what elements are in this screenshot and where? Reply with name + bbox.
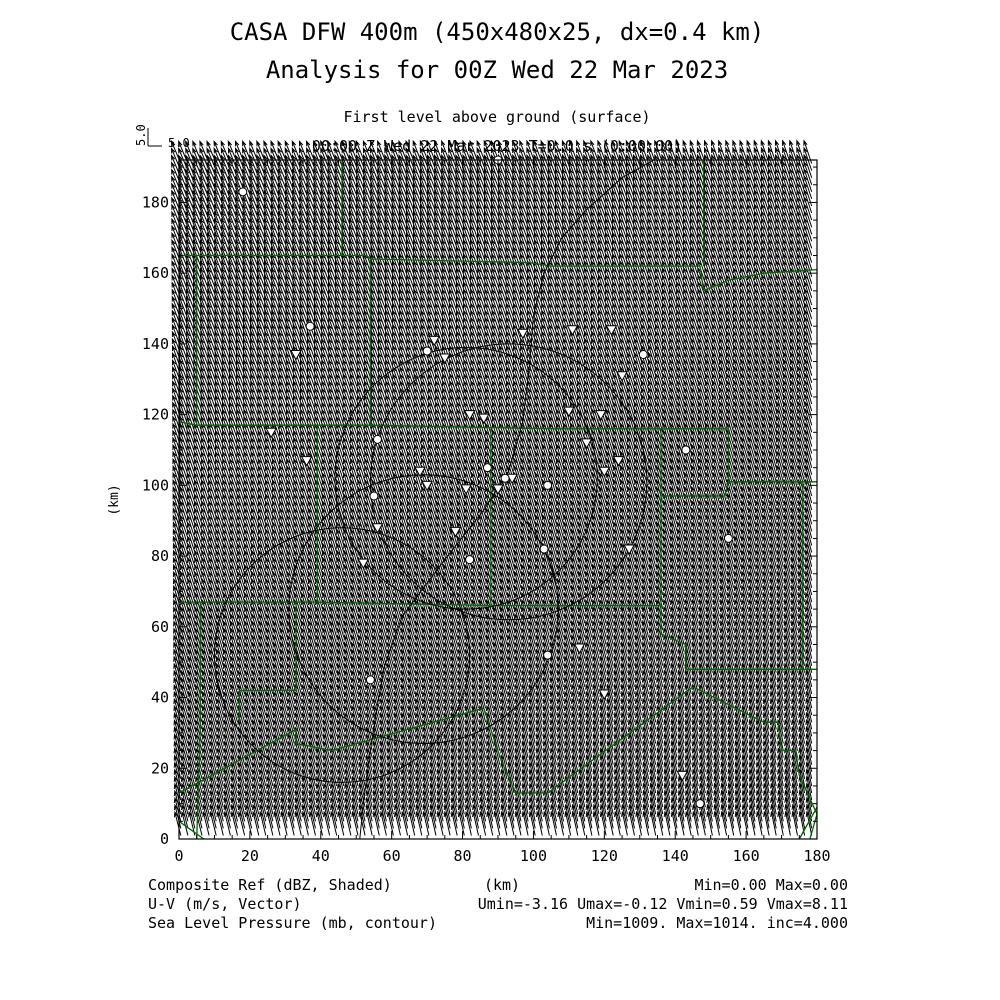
footer-right-line2: Umin=-3.16 Umax=-0.12 Vmin=0.59 Vmax=8.11 [477,895,848,913]
footer-left-line1: Composite Ref (dBZ, Shaded) [148,876,392,894]
station-circle [501,474,509,482]
y-tick-label: 160 [141,264,169,283]
station-circle [366,676,374,684]
x-axis-label: (km) [483,876,521,894]
y-tick-label: 100 [141,476,169,495]
y-tick-label: 20 [150,759,169,778]
x-tick-label: 40 [311,847,330,865]
title-line1: CASA DFW 400m (450x480x25, dx=0.4 km) [229,18,765,46]
footer-right-line3: Min=1009. Max=1014. inc=4.000 [586,914,848,932]
station-circle [639,351,647,359]
subtitle-level: First level above ground (surface) [343,108,651,126]
y-tick-label: 60 [150,617,169,636]
x-tick-label: 80 [453,847,472,865]
station-triangle [429,336,439,345]
y-tick-label: 80 [150,547,169,566]
station-circle [370,492,378,500]
station-circle [239,188,247,196]
y-tick-label: 40 [150,688,169,707]
station-triangle [266,428,276,437]
station-circle [466,556,474,564]
footer-left-line3: Sea Level Pressure (mb, contour) [148,914,437,932]
y-axis-label: (km) [107,484,122,516]
station-circle [544,651,552,659]
x-tick-label: 20 [240,847,259,865]
y-tick-label: 180 [141,193,169,212]
y-tick-label: 0 [159,830,169,848]
x-tick-label: 0 [174,847,184,865]
station-circle [483,464,491,472]
county-line [179,821,204,839]
title-line2: Analysis for 00Z Wed 22 Mar 2023 [265,56,729,84]
x-tick-label: 160 [732,847,760,865]
station-circle [306,322,314,330]
station-circle [373,435,381,443]
x-tick-label: 100 [519,847,547,865]
station-circle [540,545,548,553]
y-tick-label: 140 [141,334,169,353]
x-tick-label: 140 [661,847,689,865]
vector-scale-label: 5.0 [168,136,190,150]
x-tick-label: 120 [590,847,618,865]
vector-scale-label-rotated: 5.0 [134,124,148,146]
x-tick-label: 180 [803,847,831,865]
footer-right-line1: Min=0.00 Max=0.00 [694,876,848,894]
subtitle-time: 00:00 Z Wed 22 Mar 2023 T=0.0 s (0:00:00) [311,137,683,155]
station-circle [544,481,552,489]
station-circle [724,534,732,542]
y-tick-label: 120 [141,405,169,424]
vector-scale-legend [134,124,190,150]
station-circle [696,800,704,808]
station-circle [423,347,431,355]
station-circle [682,446,690,454]
footer-left-line2: U-V (m/s, Vector) [148,895,302,913]
x-tick-label: 60 [382,847,401,865]
